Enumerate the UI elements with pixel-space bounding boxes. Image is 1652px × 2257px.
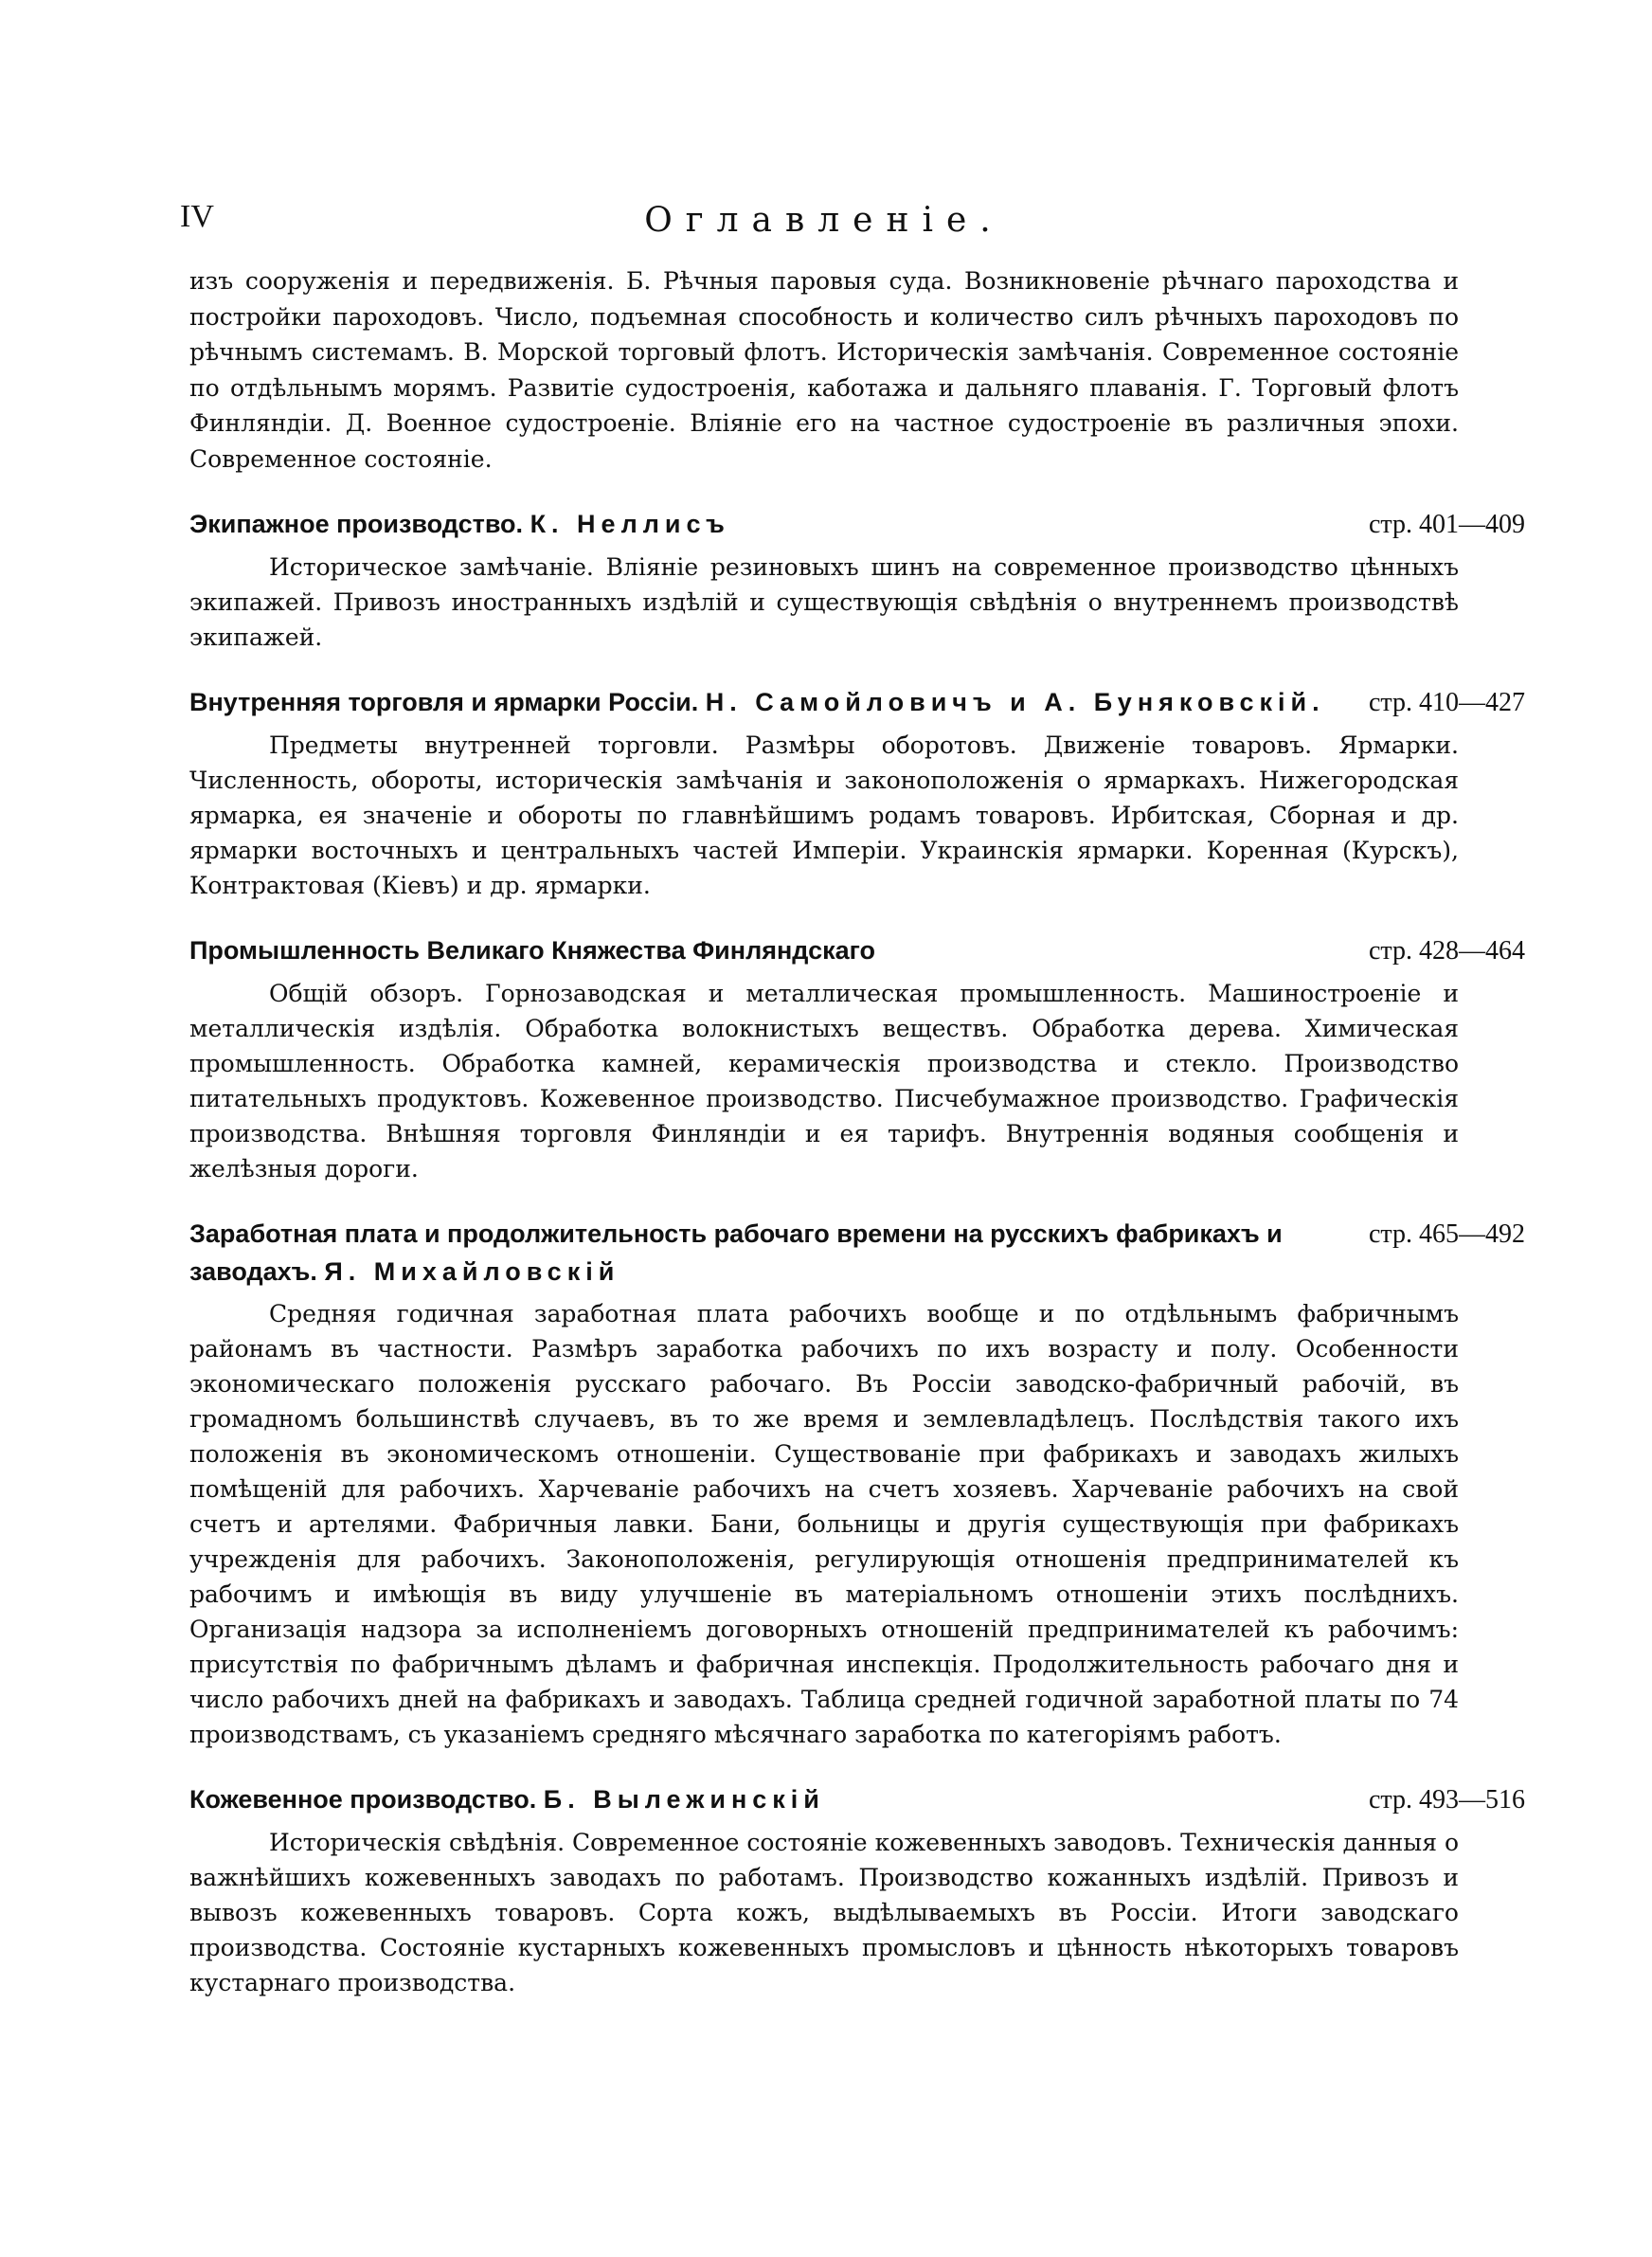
toc-entry (189, 931, 1525, 1186)
toc-entry-pages: стр. 410—427 (1368, 688, 1525, 717)
toc-entry-pages: стр. 493—516 (1368, 1785, 1525, 1815)
toc-entry-author: Н. Самойловичъ и А. Буняковскій. (705, 688, 1325, 716)
toc-entry-pages: стр. 428—464 (1368, 936, 1525, 966)
toc-entry-heading (189, 683, 1525, 722)
toc-entry-author: К. Неллисъ (530, 510, 730, 538)
page-number: IV (180, 199, 214, 234)
toc-entry-author: Б. Вылежинскій (543, 1785, 825, 1814)
toc-entry-summary: Историческія свѣдѣнія. Современное состояніе кожевенныхъ заводовъ. Техническія данныя о важнѣйшихъ кожевенныхъ заводахъ по работамъ. Производство кожанныхъ издѣлій. Привозъ и вывозъ кожевенныхъ товаровъ. Сорта кожъ, выдѣлываемыхъ въ Россіи. Итоги заводскаго производства. Состояніе кустарныхъ кожевенныхъ промысловъ и цѣнность нѣкоторыхъ товаровъ кустарнаго производства. (189, 1829, 1459, 1996)
toc-entry-pages: стр. 401—409 (1368, 510, 1525, 539)
intro-paragraph: изъ сооруженія и передвиженія. Б. Рѣчныя паровыя суда. Возникновеніе рѣчнаго пароходства и постройки пароходовъ. Число, подъемная способность и количество силъ рѣчныхъ пароходовъ по рѣчнымъ системамъ. В. Морской торговый флотъ. Историческія замѣчанія. Современное состояніе по отдѣльнымъ морямъ. Развитіе судостроенія, каботажа и дальняго плаванія. Г. Торговый флотъ Финляндіи. Д. Военное судостроеніе. Вліяніе его на частное судостроеніе въ различныя эпохи. Современное состояніе. (189, 267, 1459, 473)
toc-entry (189, 1780, 1525, 2000)
toc-entry-summary: Предметы внутренней торговли. Размѣры оборотовъ. Движеніе товаровъ. Ярмарки. Численность, обороты, историческія замѣчанія и законоположенія о ярмаркахъ. Нижегородская ярмарка, ея значеніе и обороты по главнѣйшимъ родамъ товаровъ. Ирбитская, Сборная и др. ярмарки восточныхъ и центральныхъ частей Имперіи. Украинскія ярмарки. Коренная (Курскъ), Контрактовая (Кіевъ) и др. ярмарки. (189, 731, 1459, 899)
toc-entry-heading (189, 505, 1525, 544)
toc-entry-title: Кожевенное производство. (189, 1785, 537, 1814)
toc-entry-summary: Историческое замѣчаніе. Вліяніе резиновыхъ шинъ на современное производство цѣнныхъ экипажей. Привозъ иностранныхъ издѣлій и существующія свѣдѣнія о внутреннемъ производствѣ экипажей. (189, 553, 1459, 651)
toc-entry (189, 505, 1525, 655)
page-title: Оглавленіе. (644, 201, 1004, 240)
toc-page (180, 190, 1525, 2000)
toc-entry-heading (189, 931, 1525, 970)
toc-entry (189, 1215, 1525, 1752)
toc-entry-title: Заработная плата и продолжительность рабочаго времени на русскихъ фабрикахъ и заводахъ. (189, 1219, 1283, 1286)
toc-entry-heading (189, 1780, 1525, 1819)
toc-entry-title: Промышленность Великаго Княжества Финляндскаго (189, 936, 876, 965)
toc-entry-heading (189, 1215, 1525, 1291)
page-header (180, 190, 1459, 246)
toc-entry-summary: Общій обзоръ. Горнозаводская и металлическая промышленность. Машиностроеніе и металлическія издѣлія. Обработка волокнистыхъ веществъ. Обработка дерева. Химическая промышленность. Обработка камней, керамическія производства и стекло. Производство питательныхъ продуктовъ. Кожевенное производство. Писчебумажное производство. Графическія производства. Внѣшняя торговля Финляндіи и ея тарифъ. Внутреннія водяныя сообщенія и желѣзныя дороги. (189, 980, 1459, 1183)
toc-entry (189, 683, 1525, 903)
toc-entry-author: Я. Михайловскій (324, 1257, 620, 1286)
toc-entry-title: Экипажное производство. (189, 510, 524, 538)
toc-entry-pages: стр. 465—492 (1368, 1219, 1525, 1249)
toc-entry-summary: Средняя годичная заработная плата рабочихъ вообще и по отдѣльнымъ фабричнымъ районамъ въ частности. Размѣръ заработка рабочихъ по ихъ возрасту и полу. Особенности экономическаго положенія русскаго рабочаго. Въ Россіи заводско-фабричный рабочій, въ громадномъ большинствѣ случаевъ, въ то же время и землевладѣлецъ. Послѣдствія такого ихъ положенія въ экономическомъ отношеніи. Существованіе при фабрикахъ и заводахъ жилыхъ помѣщеній для рабочихъ. Харчеваніе рабочихъ на счетъ хозяевъ. Харчеваніе рабочихъ на свой счетъ и артелями. Фабричныя лавки. Бани, больницы и другія существующія при фабрикахъ учрежденія для рабочихъ. Законоположенія, регулирующія отношенія предпринимателей къ рабочимъ и имѣющія въ виду улучшеніе въ матеріальномъ отношеніи этихъ послѣднихъ. Организація надзора за исполненіемъ договорныхъ отношеній предпринимателей къ рабочимъ: присутствія по фабричнымъ дѣламъ и фабричная инспекція. Продолжительность рабочаго дня и число рабочихъ дней на фабрикахъ и заводахъ. Таблица средней годичной заработной платы по 74 производствамъ, съ указаніемъ средняго мѣсячнаго заработка по категоріямъ работъ. (189, 1300, 1459, 1748)
toc-entry-title: Внутренняя торговля и ярмарки Россіи. (189, 688, 699, 716)
